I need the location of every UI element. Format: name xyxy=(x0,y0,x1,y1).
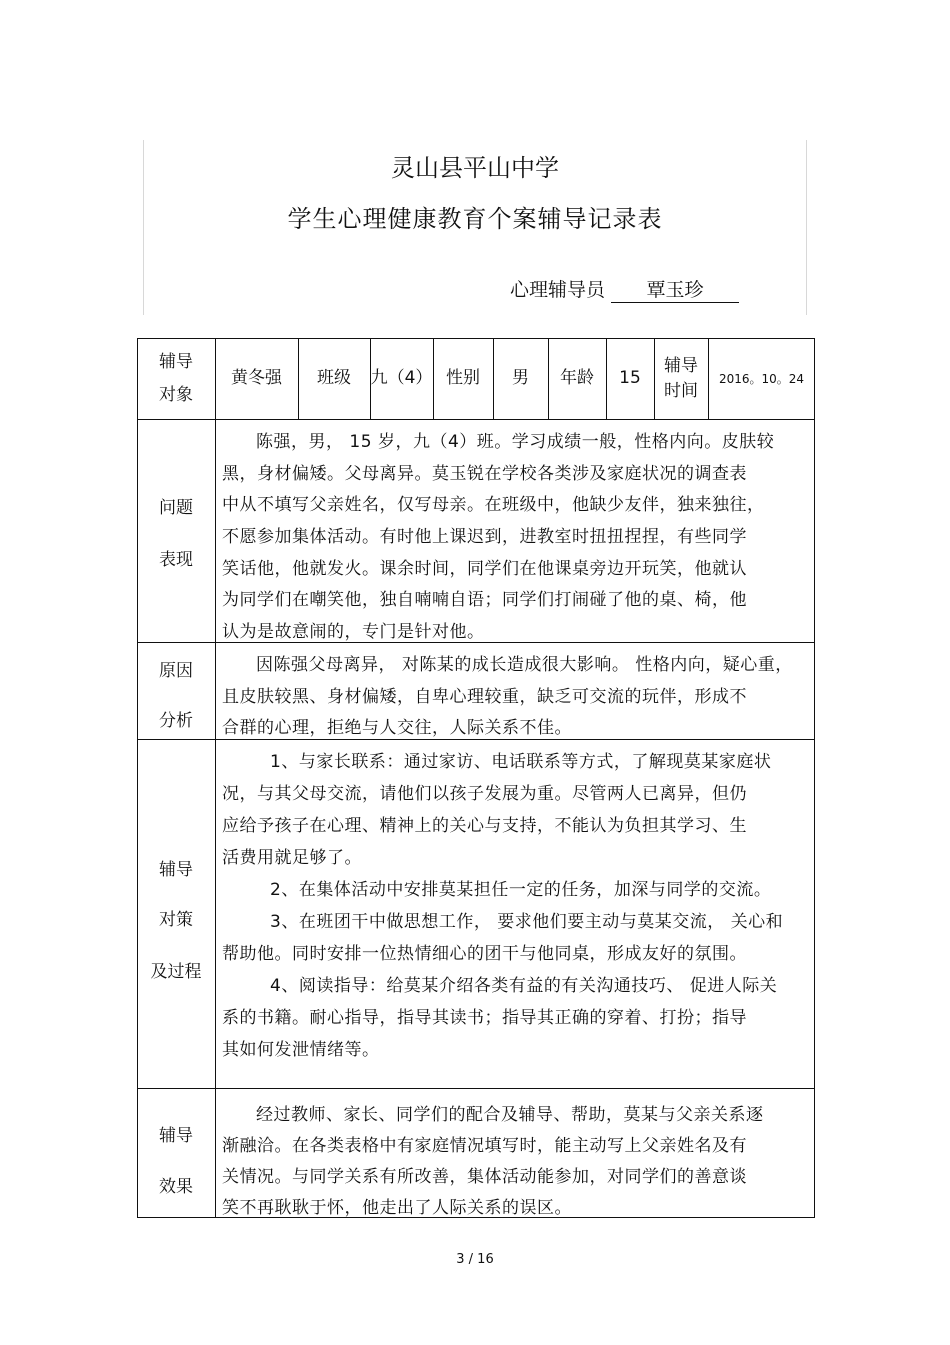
cause-label-1: 原因 xyxy=(159,661,193,681)
counselor-name: 覃玉珍 xyxy=(611,275,739,303)
strategy-line: 3、在班团干中做思想工作， 要求他们要主动与莫某交流， 关心和 xyxy=(270,912,784,932)
row-divider xyxy=(137,739,815,740)
effect-line: 经过教师、家长、同学们的配合及辅导、帮助，莫某与父亲关系逐 xyxy=(256,1105,764,1125)
effect-line: 笑不再耿耿于怀，他走出了人际关系的误区。 xyxy=(222,1198,572,1218)
cause-line: 合群的心理，拒绝与人交往，人际关系不佳。 xyxy=(222,718,572,738)
strategy-line: 应给予孩子在心理、精神上的关心与支持，不能认为负担其学习、生 xyxy=(222,816,747,836)
counselor-label: 心理辅导员 xyxy=(510,279,606,301)
strategy-line: 其如何发泄情绪等。 xyxy=(222,1040,380,1060)
strategy-line: 活费用就足够了。 xyxy=(222,848,362,868)
class-label: 班级 xyxy=(317,367,351,388)
problem-line: 笑话他，他就发火。课余时间，同学们在他课桌旁边开玩笑，他就认 xyxy=(222,559,747,579)
strategy-line: 帮助他。同时安排一位热情细心的团干与他同桌，形成友好的氛围。 xyxy=(222,944,747,964)
gender-label: 性别 xyxy=(446,367,480,388)
age-label: 年龄 xyxy=(560,367,594,388)
form-title: 学生心理健康教育个案辅导记录表 xyxy=(287,205,663,233)
cause-line: 因陈强父母离异， 对陈某的成长造成很大影响。 性格内向，疑心重， xyxy=(256,655,793,675)
info-divider xyxy=(654,338,655,419)
time-label: 辅导时间 xyxy=(664,355,698,401)
problem-line: 为同学们在嘲笑他，独自喃喃自语；同学们打闹碰了他的桌、椅，他 xyxy=(222,590,747,610)
page-number: 3 / 16 xyxy=(456,1252,494,1267)
strategy-line: 系的书籍。耐心指导，指导其读书；指导其正确的穿着、打扮；指导 xyxy=(222,1008,747,1028)
label-column-divider xyxy=(215,338,216,1218)
effect-label-2: 效果 xyxy=(159,1177,193,1197)
problem-line: 黑，身材偏矮。父母离异。莫玉锐在学校各类涉及家庭状况的调查表 xyxy=(222,464,747,484)
row-divider xyxy=(137,642,815,643)
strategy-label-3: 及过程 xyxy=(150,962,202,982)
cause-line: 且皮肤较黑、身材偏矮，自卑心理较重，缺乏可交流的玩伴，形成不 xyxy=(222,687,747,707)
problem-line: 不愿参加集体活动。有时他上课迟到，进教室时扭扭捏捏，有些同学 xyxy=(222,527,747,547)
problem-label-2: 表现 xyxy=(159,550,193,570)
target-label: 辅导对象 xyxy=(159,352,193,405)
counselor-line xyxy=(510,275,739,303)
strategy-line: 2、在集体活动中安排莫某担任一定的任务，加深与同学的交流。 xyxy=(270,880,772,900)
problem-line: 认为是故意闹的，专门是针对他。 xyxy=(222,622,485,642)
row-divider xyxy=(137,1088,815,1089)
strategy-label-2: 对策 xyxy=(159,910,193,930)
time-value: 2016。10。24 xyxy=(718,371,805,386)
problem-line: 中从不填写父亲姓名，仅写母亲。在班级中，他缺少友伴，独来独往， xyxy=(222,495,765,515)
effect-label-1: 辅导 xyxy=(159,1126,193,1146)
cause-label-2: 分析 xyxy=(159,711,193,731)
strategy-line: 4、阅读指导：给莫某介绍各类有益的有关沟通技巧、 促进人际关 xyxy=(270,976,778,996)
class-value: 九（4） xyxy=(370,367,433,388)
effect-line: 渐融洽。在各类表格中有家庭情况填写时，能主动写上父亲姓名及有 xyxy=(222,1136,747,1156)
problem-line: 陈强，男， 15 岁，九（4）班。学习成绩一般，性格内向。皮肤较 xyxy=(256,432,775,452)
gender-value: 男 xyxy=(512,367,529,388)
school-title: 灵山县平山中学 xyxy=(391,154,559,182)
row-divider xyxy=(137,419,815,420)
student-name: 黄冬强 xyxy=(231,367,282,388)
strategy-label-1: 辅导 xyxy=(159,860,193,880)
problem-label-1: 问题 xyxy=(159,498,193,518)
effect-line: 关情况。与同学关系有所改善，集体活动能参加，对同学们的善意谈 xyxy=(222,1167,747,1187)
strategy-line: 1、与家长联系：通过家访、电话联系等方式，了解现莫某家庭状 xyxy=(270,752,772,772)
age-value: 15 xyxy=(619,367,641,388)
strategy-line: 况，与其父母交流，请他们以孩子发展为重。尽管两人已离异，但仍 xyxy=(222,784,747,804)
